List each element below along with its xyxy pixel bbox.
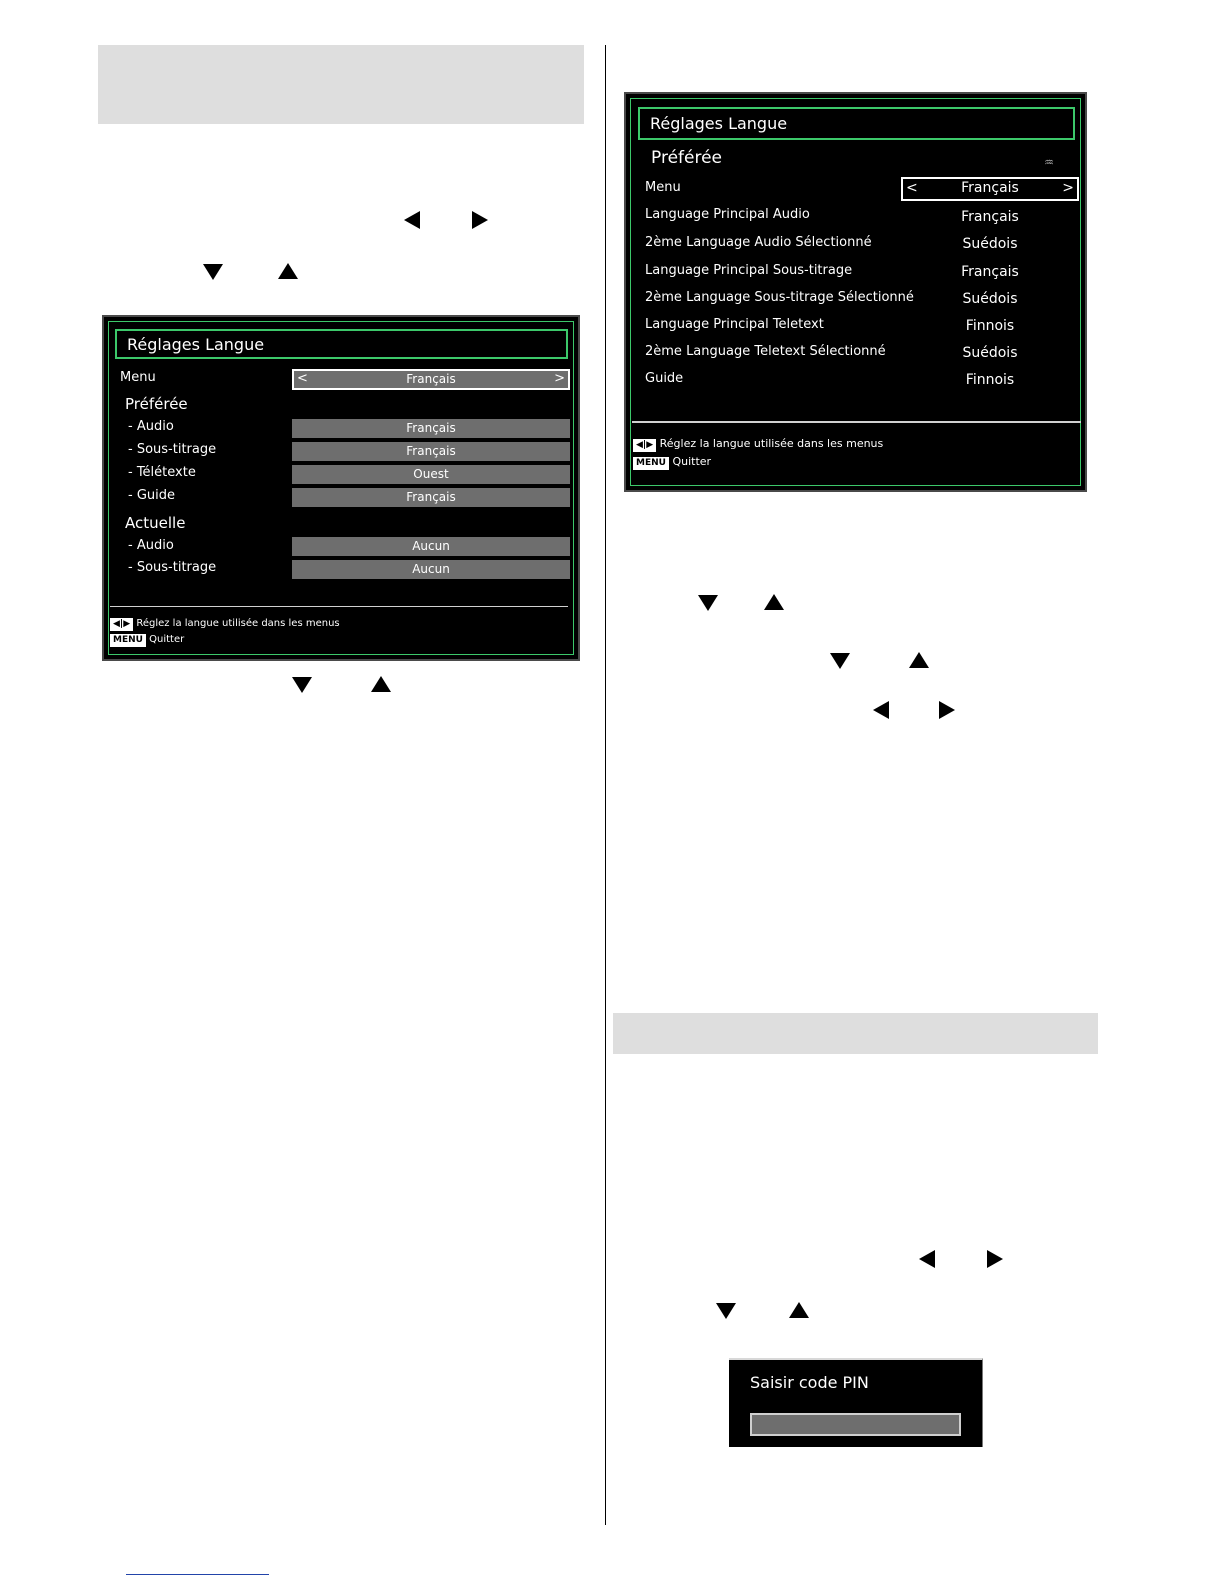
preferred-subtitle-value[interactable]: Français <box>292 442 570 461</box>
column-divider <box>605 45 606 1525</box>
hint-adjust <box>110 618 340 631</box>
preferred-subtitle-label: - Sous-titrage <box>128 442 217 457</box>
hint-quit-text: Quitter <box>149 634 185 645</box>
menu-label: Menu <box>645 180 681 195</box>
footer-rule <box>126 1574 269 1575</box>
preferred-audio-label: - Audio <box>128 419 174 434</box>
hint-quit <box>633 455 711 470</box>
language-settings-screen-right <box>624 92 1087 492</box>
screen-separator <box>632 421 1081 423</box>
menu-language-value: Français <box>961 180 1019 196</box>
settings-row-label: Language Principal Audio <box>645 207 810 222</box>
up-arrow-icon <box>789 1302 809 1318</box>
menu-language-value: Français <box>406 372 456 386</box>
preferred-guide-value[interactable]: Français <box>292 488 570 507</box>
up-arrow-icon <box>371 676 391 692</box>
chevron-right-icon[interactable]: > <box>1062 180 1074 196</box>
hint-quit <box>110 634 184 647</box>
right-arrow-icon <box>472 211 488 229</box>
settings-row-label: Language Principal Sous-titrage <box>645 263 853 278</box>
preferred-teletext-value[interactable]: Ouest <box>292 465 570 484</box>
right-arrow-icon <box>939 701 955 719</box>
preferred-audio-value[interactable]: Français <box>292 419 570 438</box>
menu-key-icon: MENU <box>633 457 669 470</box>
section-header-bar-left <box>98 45 584 124</box>
menu-language-selector[interactable] <box>901 177 1079 201</box>
left-arrow-icon <box>873 701 889 719</box>
down-arrow-icon <box>716 1303 736 1319</box>
settings-row-value[interactable]: Finnois <box>965 318 1015 334</box>
up-arrow-icon <box>909 652 929 668</box>
language-settings-screen-left <box>102 315 580 661</box>
current-heading: Actuelle <box>125 514 186 532</box>
preferred-heading: Préférée <box>125 395 188 413</box>
hint-adjust-text: Réglez la langue utilisée dans les menus <box>659 437 884 450</box>
hint-adjust <box>633 437 883 452</box>
settings-row-label: 2ème Language Sous-titrage Sélectionné <box>645 290 914 305</box>
settings-row-value[interactable]: Suédois <box>962 236 1018 252</box>
parental-icon: ♒ <box>1044 156 1054 169</box>
screen-title: Réglages Langue <box>115 329 568 359</box>
settings-row-value[interactable]: Suédois <box>962 291 1018 307</box>
up-arrow-icon <box>764 594 784 610</box>
settings-row-label: Language Principal Teletext <box>645 317 824 332</box>
section-header-bar-right <box>613 1013 1098 1054</box>
preferred-teletext-label: - Télétexte <box>128 465 196 480</box>
menu-label: Menu <box>120 370 156 385</box>
up-arrow-icon <box>278 263 298 279</box>
pin-entry-label: Saisir code PIN <box>750 1373 869 1392</box>
settings-row-label: 2ème Language Audio Sélectionné <box>645 235 872 250</box>
menu-language-selector[interactable] <box>292 369 570 390</box>
left-arrow-icon <box>919 1250 935 1268</box>
current-audio-value[interactable]: Aucun <box>292 537 570 556</box>
menu-key-icon: MENU <box>110 634 146 647</box>
preferred-guide-label: - Guide <box>128 488 175 503</box>
settings-row-value[interactable]: Français <box>961 209 1019 225</box>
screen-subtitle: Préférée <box>651 148 723 168</box>
down-arrow-icon <box>830 653 850 669</box>
left-right-key-icon: ◀|▶ <box>110 618 133 631</box>
current-subtitle-value[interactable]: Aucun <box>292 560 570 579</box>
down-arrow-icon <box>698 595 718 611</box>
right-arrow-icon <box>987 1250 1003 1268</box>
screen-separator <box>110 606 568 607</box>
settings-row-label: 2ème Language Teletext Sélectionné <box>645 344 886 359</box>
down-arrow-icon <box>292 677 312 693</box>
left-arrow-icon <box>404 211 420 229</box>
down-arrow-icon <box>203 264 223 280</box>
chevron-left-icon[interactable]: < <box>297 371 308 386</box>
hint-adjust-text: Réglez la langue utilisée dans les menus <box>136 618 340 629</box>
settings-row-value[interactable]: Suédois <box>962 345 1018 361</box>
pin-entry-dialog <box>729 1358 983 1447</box>
chevron-left-icon[interactable]: < <box>906 180 918 196</box>
current-subtitle-label: - Sous-titrage <box>128 560 217 575</box>
screen-title: Réglages Langue <box>638 107 1075 140</box>
left-right-key-icon: ◀|▶ <box>633 439 656 452</box>
chevron-right-icon[interactable]: > <box>554 371 565 386</box>
settings-row-label: Guide <box>645 371 684 386</box>
settings-row-value[interactable]: Français <box>961 264 1019 280</box>
pin-input[interactable] <box>750 1413 961 1436</box>
hint-quit-text: Quitter <box>672 455 712 468</box>
current-audio-label: - Audio <box>128 538 174 553</box>
settings-row-value[interactable]: Finnois <box>965 372 1015 388</box>
